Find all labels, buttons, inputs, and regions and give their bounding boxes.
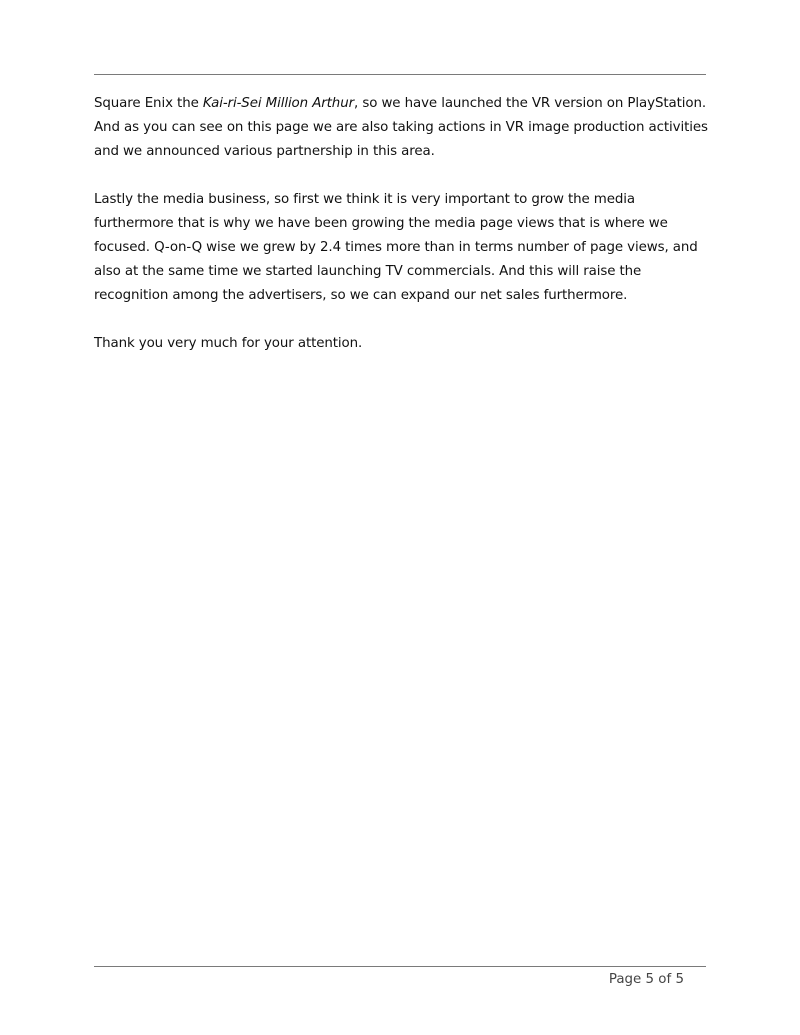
paragraph-closing: Thank you very much for your attention. — [94, 336, 363, 351]
paragraph-vr — [94, 92, 714, 164]
header-rule — [94, 74, 706, 75]
footer-rule — [94, 966, 706, 967]
document-body — [94, 92, 714, 380]
paragraph-media: Lastly the media business, so first we think it is very important to grow the media furthermore that is why we have been growing the media page views that is where we focused. Q-on-Q wise we grew by 2.4 times more than in terms number of page views, and also at the same time we started launching TV commercials. And this will raise the recognition among the advertisers, so we can expand our net sales furthermore. — [94, 192, 698, 303]
paragraph-vr-suffix: , so we have launched the VR version on PlayStation. And as you can see on this page we are also taking actions in VR image production activities and we announced various partnership in this area. — [94, 96, 708, 159]
page-number: Page 5 of 5 — [608, 972, 684, 987]
paragraph-vr-prefix: Square Enix the — [94, 96, 203, 111]
game-title: Kai-ri-Sei Million Arthur — [202, 96, 354, 111]
